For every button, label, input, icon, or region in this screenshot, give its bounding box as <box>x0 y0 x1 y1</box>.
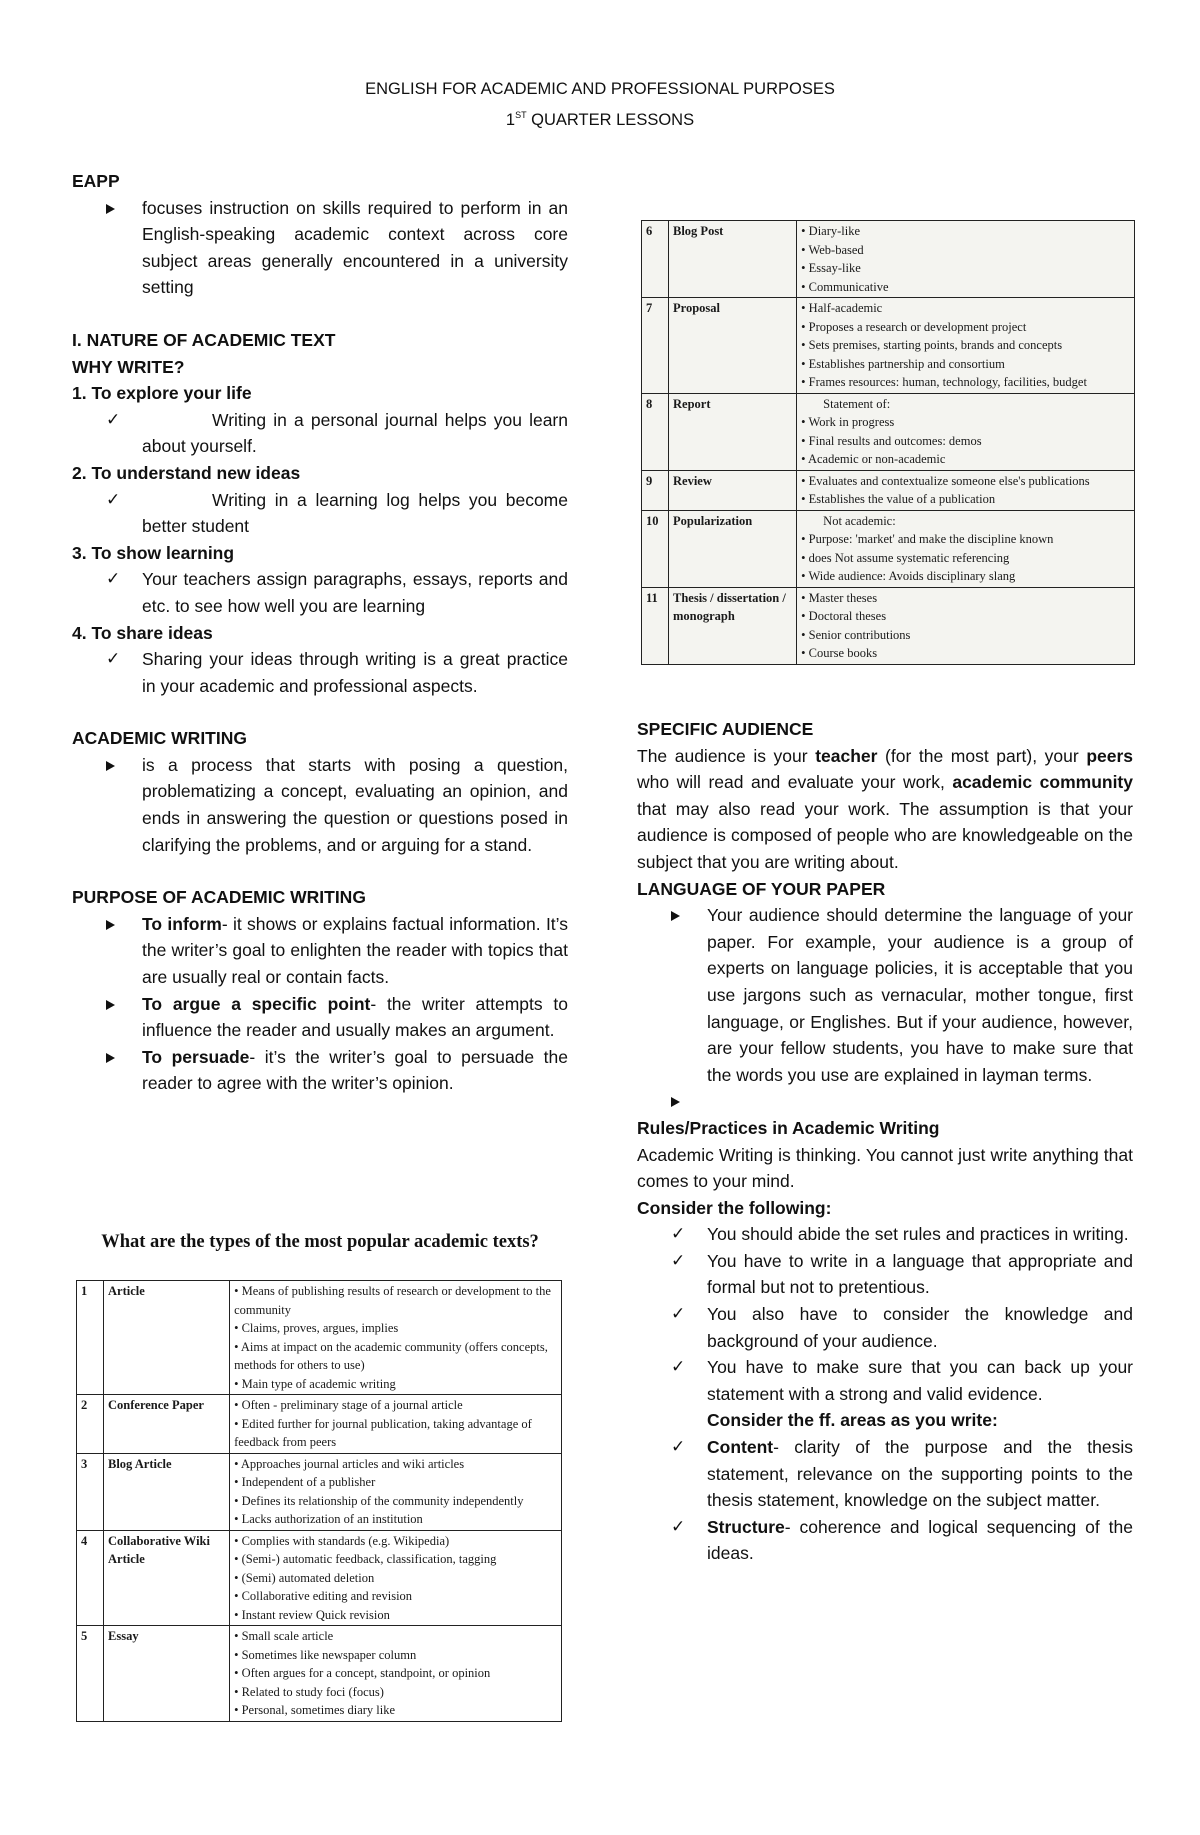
feature-line: • Sets premises, starting points, brands and concepts <box>801 338 1063 352</box>
purpose-item: To inform- it shows or explains factual information. It’s the writer’s goal to enlighten the reader with topics that are usually real or contain facts. <box>72 911 568 991</box>
page-title <box>0 76 1200 133</box>
feature-line: • Means of publishing results of research or development to the community <box>234 1284 551 1317</box>
table-row <box>642 393 1135 470</box>
feature-line: • Establishes partnership and consortium <box>801 356 1005 371</box>
row-number: 2 <box>77 1395 104 1454</box>
text-type-features <box>230 1626 562 1722</box>
row-number: 11 <box>642 587 669 664</box>
eapp-definition: focuses instruction on skills required to perform in an English-speaking academic context across core subject areas generally encountered in a university setting <box>72 195 568 301</box>
language-text: Your audience should determine the language of your paper. For example, your audience is a group of experts on language policies, it is acceptable that you use jargons such as vernacular, mother tongue, first language, or Englishes. But if your audience, however, are your fellow students, you have to make sure that the words you use are explained in layman terms. <box>637 902 1133 1088</box>
text-type-name: Proposal <box>669 298 797 394</box>
feature-line: • Edited further for journal publication, taking advantage of feedback from peers <box>234 1416 532 1449</box>
reason-text: ✓ Writing in a learning log helps you become better student <box>72 487 568 540</box>
title-line-1: ENGLISH FOR ACADEMIC AND PROFESSIONAL PURPOSES <box>365 80 835 98</box>
text-type-features <box>230 1281 562 1395</box>
row-number: 9 <box>642 470 669 510</box>
feature-line: • Instant review Quick revision <box>234 1607 390 1622</box>
text-type-name: Report <box>669 393 797 470</box>
academic-texts-table-2 <box>641 220 1135 665</box>
arrow-bullet-icon <box>671 902 691 929</box>
text-type-features <box>230 1453 562 1530</box>
feature-line: • Doctoral theses <box>801 609 887 623</box>
arrow-bullet-icon <box>106 1044 126 1071</box>
feature-line: • (Semi-) automatic feedback, classification, tagging <box>234 1552 497 1566</box>
feature-line: Not academic: <box>823 513 896 528</box>
table-row <box>642 221 1135 298</box>
checkmark-icon: ✓ <box>106 569 121 590</box>
feature-line: • Essay-like <box>801 261 861 275</box>
row-number: 6 <box>642 221 669 298</box>
academic-writing-definition: is a process that starts with posing a question, problematizing a concept, evaluating an opinion, and ends in answering the question or questions posed in clarifying the problems, and or arguing for a stand. <box>72 752 568 858</box>
text-type-name: Conference Paper <box>104 1395 230 1454</box>
title-line-2: 1ST QUARTER LESSONS <box>505 110 695 129</box>
table-row <box>77 1453 562 1530</box>
checkmark-icon: ✓ <box>671 1304 686 1325</box>
table-row <box>77 1626 562 1722</box>
area-item: ✓ Structure- coherence and logical sequencing of the ideas. <box>637 1514 1133 1567</box>
text-type-features <box>797 470 1135 510</box>
arrow-bullet-icon <box>106 195 126 222</box>
feature-line: • Final results and outcomes: demos <box>801 433 982 448</box>
why-write-heading: WHY WRITE? <box>72 356 185 377</box>
reason-text: ✓ Your teachers assign paragraphs, essays, reports and etc. to see how well you are learning <box>72 566 568 619</box>
academic-writing-heading: ACADEMIC WRITING <box>72 728 247 749</box>
reason-title: 3. To show learning <box>72 542 235 563</box>
feature-line: • Complies with standards (e.g. Wikipedia) <box>234 1533 450 1548</box>
reason-text: ✓ Writing in a personal journal helps you learn about yourself. <box>72 407 568 460</box>
reason-title: 1. To explore your life <box>72 383 252 404</box>
nature-heading: I. NATURE OF ACADEMIC TEXT <box>72 329 336 350</box>
row-number: 4 <box>77 1530 104 1626</box>
rules-text: Academic Writing is thinking. You cannot just write anything that comes to your mind. <box>637 1144 1133 1192</box>
feature-line: • Defines its relationship of the community independently <box>234 1493 524 1508</box>
table-row <box>77 1395 562 1454</box>
feature-line: • Small scale article <box>234 1629 334 1643</box>
checkmark-icon: ✓ <box>671 1357 686 1378</box>
checkmark-icon: ✓ <box>671 1224 686 1245</box>
feature-line: • Wide audience: Avoids disciplinary slang <box>801 569 1016 583</box>
empty-bullet <box>637 1088 1133 1115</box>
arrow-bullet-icon <box>671 1088 691 1115</box>
consider-item: ✓ You also have to consider the knowledge and background of your audience. <box>637 1301 1133 1354</box>
reason-text: ✓ Sharing your ideas through writing is a great practice in your academic and professional aspects. <box>72 646 568 699</box>
consider-heading: Consider the following: <box>637 1197 832 1218</box>
checkmark-icon: ✓ <box>106 409 121 430</box>
feature-line: • Half-academic <box>801 301 883 315</box>
feature-line: • does Not assume systematic referencing <box>801 550 1010 565</box>
feature-line: • Diary-like <box>801 224 861 238</box>
feature-line: • Academic or non-academic <box>801 452 946 466</box>
table-row <box>642 587 1135 664</box>
consider-item: ✓ You have to write in a language that appropriate and formal but not to pretentious. <box>637 1248 1133 1301</box>
text-type-name: Thesis / dissertation / monograph <box>669 587 797 664</box>
text-type-name: Blog Article <box>104 1453 230 1530</box>
eapp-heading: EAPP <box>72 171 120 191</box>
language-heading: LANGUAGE OF YOUR PAPER <box>637 878 886 899</box>
left-column <box>72 168 568 1097</box>
arrow-bullet-icon <box>106 991 126 1018</box>
checkmark-icon: ✓ <box>106 649 121 670</box>
feature-line: • Collaborative editing and revision <box>234 1589 413 1603</box>
feature-line: • Work in progress <box>801 415 895 429</box>
audience-heading: SPECIFIC AUDIENCE <box>637 719 814 739</box>
table-row <box>642 510 1135 587</box>
feature-line: • Web-based <box>801 242 864 257</box>
rules-heading: Rules/Practices in Academic Writing <box>637 1117 940 1138</box>
feature-line: • Lacks authorization of an institution <box>234 1512 423 1526</box>
reason-title: 4. To share ideas <box>72 622 213 643</box>
table-row <box>642 298 1135 394</box>
feature-line: • Main type of academic writing <box>234 1376 396 1391</box>
checkmark-icon: ✓ <box>106 489 121 510</box>
audience-paragraph: The audience is your teacher (for the most part), your peers who will read and evaluate your work, academic community that may also read your work. The assumption is that your audience is composed of people who are knowledgeable on the subject that you are writing about. <box>637 745 1134 872</box>
row-number: 8 <box>642 393 669 470</box>
feature-line: • Course books <box>801 646 878 660</box>
feature-line: • Related to study foci (focus) <box>234 1684 384 1699</box>
checkmark-icon: ✓ <box>671 1437 686 1458</box>
feature-line: • Often argues for a concept, standpoint, or opinion <box>234 1666 491 1680</box>
right-column <box>637 716 1133 1567</box>
text-type-name: Essay <box>104 1626 230 1722</box>
purpose-item: To persuade- it’s the writer’s goal to persuade the reader to agree with the writer’s opinion. <box>72 1044 568 1097</box>
feature-line: • (Semi) automated deletion <box>234 1570 375 1585</box>
consider-item: ✓ You should abide the set rules and practices in writing. <box>637 1221 1133 1248</box>
feature-line: • Aims at impact on the academic community (offers concepts, methods for others to use) <box>234 1339 548 1372</box>
feature-line: • Senior contributions <box>801 627 911 642</box>
row-number: 5 <box>77 1626 104 1722</box>
area-item: ✓ Content- clarity of the purpose and the thesis statement, relevance on the supporting points to the thesis statement, knowledge on the subject matter. <box>637 1434 1133 1514</box>
feature-line: • Often - preliminary stage of a journal article <box>234 1398 463 1412</box>
text-type-features <box>797 587 1135 664</box>
row-number: 10 <box>642 510 669 587</box>
row-number: 1 <box>77 1281 104 1395</box>
feature-line: • Master theses <box>801 590 878 605</box>
checkmark-icon: ✓ <box>671 1516 686 1537</box>
text-type-name: Collaborative Wiki Article <box>104 1530 230 1626</box>
text-type-name: Blog Post <box>669 221 797 298</box>
academic-texts-table-1 <box>76 1280 562 1722</box>
feature-line: • Evaluates and contextualize someone else's publications <box>801 473 1090 488</box>
feature-line: • Proposes a research or development project <box>801 319 1027 334</box>
feature-line: • Purpose: 'market' and make the discipline known <box>801 532 1054 546</box>
text-type-features <box>797 221 1135 298</box>
feature-line: • Claims, proves, argues, implies <box>234 1321 399 1335</box>
purpose-item: To argue a specific point- the writer attempts to influence the reader and usually makes an argument. <box>72 991 568 1044</box>
text-type-features <box>230 1530 562 1626</box>
arrow-bullet-icon <box>106 911 126 938</box>
feature-line: • Frames resources: human, technology, facilities, budget <box>801 375 1087 389</box>
text-type-features <box>230 1395 562 1454</box>
areas-heading: Consider the ff. areas as you write: <box>707 1410 998 1431</box>
table-row <box>77 1530 562 1626</box>
text-type-name: Article <box>104 1281 230 1395</box>
row-number: 3 <box>77 1453 104 1530</box>
row-number: 7 <box>642 298 669 394</box>
reason-title: 2. To understand new ideas <box>72 462 301 483</box>
table-row <box>642 470 1135 510</box>
feature-line: • Communicative <box>801 279 889 294</box>
text-type-features <box>797 393 1135 470</box>
feature-line: • Personal, sometimes diary like <box>234 1703 396 1717</box>
text-type-features <box>797 298 1135 394</box>
text-type-name: Popularization <box>669 510 797 587</box>
feature-line: Statement of: <box>823 396 891 411</box>
feature-line: • Establishes the value of a publication <box>801 492 996 506</box>
table-caption: What are the types of the most popular academic texts? <box>101 1232 539 1252</box>
text-type-features <box>797 510 1135 587</box>
text-type-name: Review <box>669 470 797 510</box>
feature-line: • Independent of a publisher <box>234 1475 376 1489</box>
consider-item: ✓ You have to make sure that you can back up your statement with a strong and valid evidence. <box>637 1354 1133 1407</box>
purpose-heading: PURPOSE OF ACADEMIC WRITING <box>72 887 366 908</box>
table-row <box>77 1281 562 1395</box>
feature-line: • Sometimes like newspaper column <box>234 1647 417 1662</box>
feature-line: • Approaches journal articles and wiki articles <box>234 1456 465 1471</box>
checkmark-icon: ✓ <box>671 1250 686 1271</box>
arrow-bullet-icon <box>106 752 126 779</box>
